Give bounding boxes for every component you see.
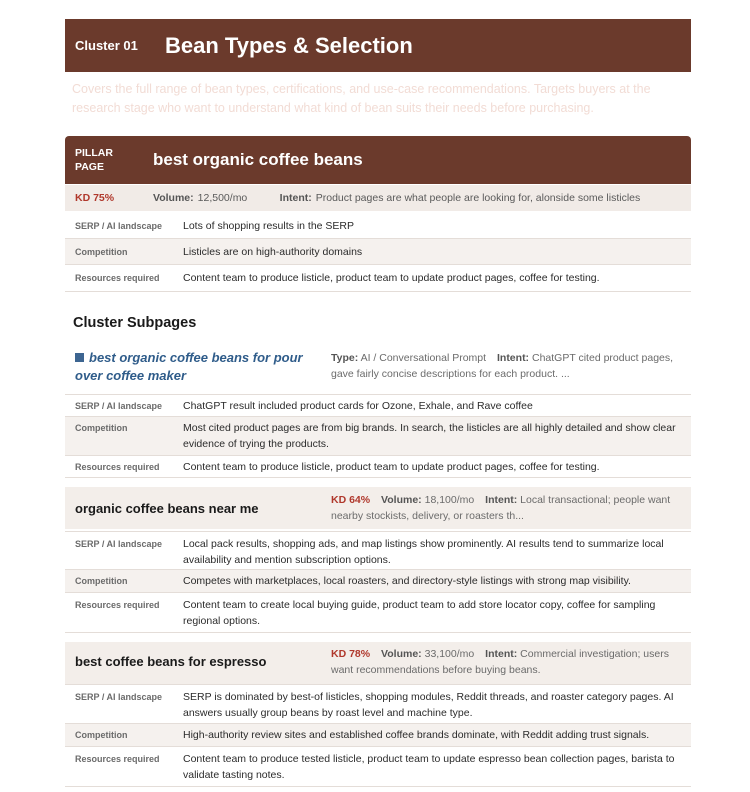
subpage-row-competition [65, 570, 691, 593]
intent-label: Intent: [485, 494, 518, 506]
cluster-description: Covers the full range of bean types, certifications, and use-case recommendations. Targets buyers at the research stage who want to understand what kind of bean suits their needs before purchasing. [72, 82, 651, 115]
type-value: AI / Conversational Prompt [360, 352, 487, 364]
row-label: Competition [75, 730, 128, 740]
pillar-stats [65, 185, 691, 211]
subpage-title-line1: best organic coffee beans for pour [89, 350, 303, 365]
subpage-header [65, 642, 691, 684]
pillar-kd: KD 75% [75, 192, 115, 204]
subpage-row-serp [65, 684, 691, 724]
volume-label: Volume: [381, 648, 422, 660]
subpage-title-link[interactable] [75, 349, 303, 385]
row-value: Lots of shopping results in the SERP [183, 220, 355, 232]
pillar-volume: 12,500/mo [197, 192, 248, 204]
subpage-title[interactable]: organic coffee beans near me [75, 501, 259, 516]
pillar-intent: Product pages are what people are looking for, alonside some listicles [315, 192, 641, 204]
row-label: SERP / AI landscape [75, 539, 163, 549]
subpage-row-serp [65, 394, 691, 417]
row-label: Resources required [75, 462, 160, 472]
row-value: High-authority review sites and established coffee brands dominate, with Reddit adding trust signals. [183, 729, 650, 741]
volume-label: Volume: [381, 494, 422, 506]
intent-value: Commercial investigation; users want recommendations before buying beans. [331, 648, 669, 676]
row-label: SERP / AI landscape [75, 692, 163, 702]
pillar-row-resources [65, 265, 691, 292]
row-label: SERP / AI landscape [75, 221, 163, 231]
cluster-header [65, 19, 691, 72]
row-value: Competes with marketplaces, local roasters, and directory-style listings with strong map visibility. [183, 575, 631, 587]
row-label: Competition [75, 423, 128, 433]
pillar-title[interactable]: best organic coffee beans [153, 150, 363, 169]
row-label: Competition [75, 247, 128, 257]
subpages-title: Cluster Subpages [73, 315, 197, 331]
subpage-row-resources [65, 747, 691, 787]
row-value: SERP is dominated by best-of listicles, shopping modules, Reddit threads, and roaster category pages. AI answers usually group beans by roast level and machine type. [183, 691, 674, 719]
row-value: ChatGPT result included product cards for Ozone, Exhale, and Rave coffee [183, 400, 533, 412]
volume-value: 18,100/mo [424, 494, 475, 506]
row-value: Content team to produce listicle, product team to update product pages, coffee for testing. [183, 461, 600, 473]
row-value: Most cited product pages are from big brands. In search, the listicles are all highly detailed and show clear evidence of trying the products. [183, 422, 676, 450]
row-value: Listicles are on high-authority domains [183, 246, 363, 258]
subpage-row-serp [65, 531, 691, 570]
subpage-header [65, 487, 691, 529]
cluster-title: Bean Types & Selection [165, 32, 413, 58]
cluster-number: Cluster 01 [75, 38, 138, 53]
row-label: Competition [75, 576, 128, 586]
subpage-meta [331, 350, 681, 382]
row-label: Resources required [75, 754, 160, 764]
kd-value: KD 64% [331, 494, 371, 506]
subpage-row-competition [65, 417, 691, 456]
row-label: Resources required [75, 273, 160, 283]
square-bullet-icon [75, 353, 84, 362]
pillar-intent-label: Intent: [279, 192, 312, 204]
subpage-title-line2: over coffee maker [75, 368, 187, 383]
pillar-header [65, 136, 691, 184]
subpage-header [65, 342, 691, 394]
pillar-row-competition [65, 239, 691, 265]
row-value: Content team to produce listicle, product team to update product pages, coffee for testing. [183, 272, 600, 284]
subpage-row-competition [65, 724, 691, 747]
subpage-row-resources [65, 593, 691, 633]
pillar-tag-line2: PAGE [75, 161, 104, 173]
kd-value: KD 78% [331, 648, 371, 660]
pillar-volume-label: Volume: [153, 192, 194, 204]
row-label: SERP / AI landscape [75, 401, 163, 411]
subpage-title[interactable]: best coffee beans for espresso [75, 654, 267, 669]
intent-label: Intent: [485, 648, 518, 660]
subpage-meta [331, 492, 681, 524]
pillar-tag [75, 146, 153, 174]
volume-value: 33,100/mo [424, 648, 475, 660]
intent-label: Intent: [496, 352, 530, 364]
row-value: Content team to create local buying guide, product team to add store locator copy, coffee for sampling regional options. [183, 599, 656, 627]
subpage-meta [331, 646, 681, 678]
row-label: Resources required [75, 600, 160, 610]
intent-value: ChatGPT cited product pages, gave fairly concise descriptions for each product. ... [331, 352, 674, 380]
pillar-row-serp [65, 213, 691, 239]
pillar-tag-line1: PILLAR [75, 147, 113, 159]
row-value: Content team to produce tested listicle, product team to update espresso bean collection pages, barista to validate tasting notes. [183, 753, 675, 781]
subpage-row-resources [65, 456, 691, 478]
row-value: Local pack results, shopping ads, and map listings show prominently. AI results tend to summarize local availability and mention subscription options. [183, 538, 664, 566]
type-label: Type: [331, 352, 359, 364]
intent-value: Local transactional; people want nearby stockists, delivery, or roasters th... [331, 494, 671, 522]
